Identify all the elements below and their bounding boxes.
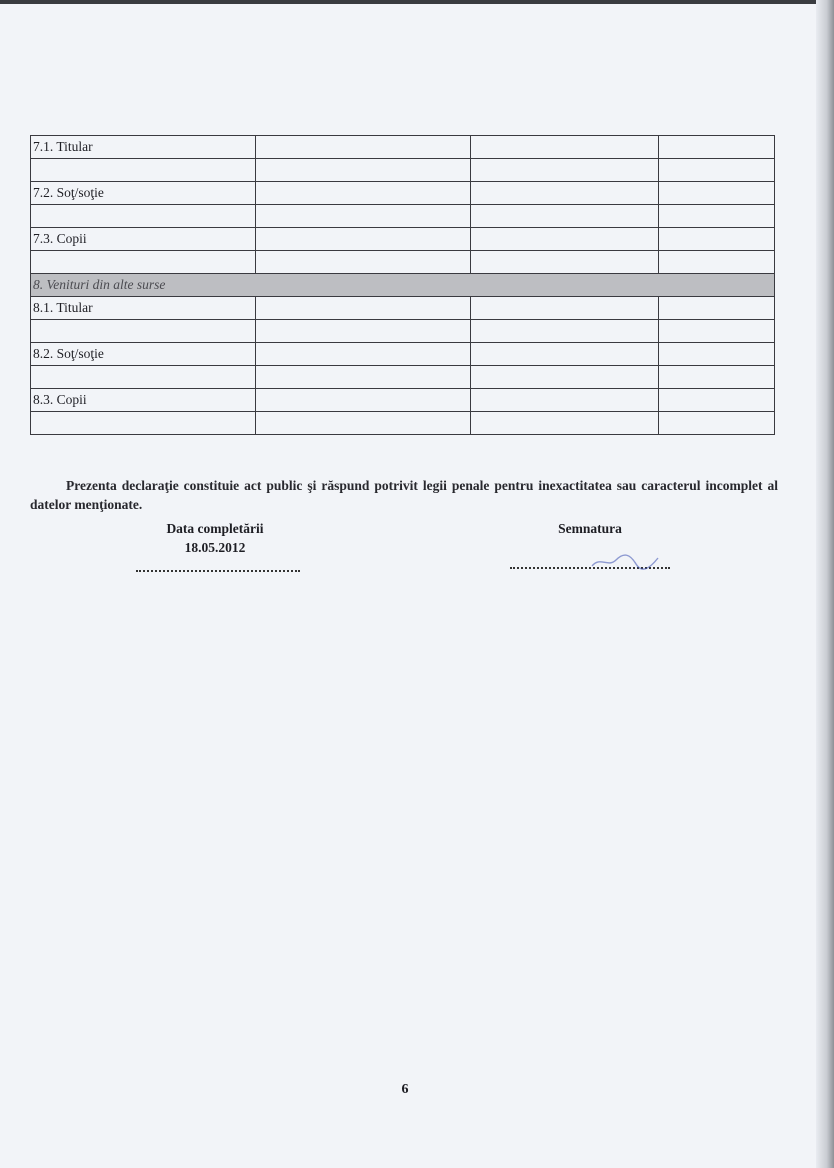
row-label-cell: 7.3. Copii bbox=[31, 228, 256, 251]
row-label-cell bbox=[31, 251, 256, 274]
table-cell bbox=[659, 320, 775, 343]
table-cell bbox=[256, 182, 471, 205]
table-cell bbox=[256, 159, 471, 182]
table-cell bbox=[256, 366, 471, 389]
table-cell bbox=[471, 412, 659, 435]
table-cell bbox=[659, 159, 775, 182]
table-cell bbox=[659, 136, 775, 159]
table-cell bbox=[659, 389, 775, 412]
table-cell bbox=[256, 297, 471, 320]
table-cell bbox=[471, 136, 659, 159]
table-cell bbox=[659, 366, 775, 389]
table-cell bbox=[659, 182, 775, 205]
table-cell bbox=[256, 320, 471, 343]
table-row bbox=[31, 297, 775, 320]
table-cell bbox=[256, 412, 471, 435]
row-label-cell: 7.1. Titular bbox=[31, 136, 256, 159]
table-row bbox=[31, 205, 775, 228]
table-cell bbox=[471, 366, 659, 389]
signature-block bbox=[505, 519, 675, 538]
declaration-text: Prezenta declaraţie constituie act public şi răspund potrivit legii penale pentru inexactitatea sau caracterul incomplet al datelor menţionate. bbox=[30, 477, 778, 512]
table-cell bbox=[659, 251, 775, 274]
table-cell bbox=[471, 159, 659, 182]
income-table bbox=[30, 135, 775, 435]
table-row bbox=[31, 320, 775, 343]
table-cell bbox=[256, 251, 471, 274]
scan-edge-top bbox=[0, 0, 834, 4]
table-cell bbox=[256, 389, 471, 412]
signature-label: Semnatura bbox=[558, 521, 622, 536]
table-row bbox=[31, 159, 775, 182]
table-cell bbox=[471, 320, 659, 343]
date-block bbox=[130, 519, 300, 557]
income-table-body bbox=[31, 136, 775, 435]
table-cell bbox=[659, 228, 775, 251]
table-cell bbox=[471, 182, 659, 205]
row-label-cell: 8.3. Copii bbox=[31, 389, 256, 412]
table-cell bbox=[256, 228, 471, 251]
row-label-cell bbox=[31, 412, 256, 435]
date-label: Data completării bbox=[166, 521, 264, 536]
table-cell bbox=[659, 412, 775, 435]
table-cell bbox=[256, 343, 471, 366]
table-cell bbox=[471, 251, 659, 274]
table-row bbox=[31, 389, 775, 412]
table-row bbox=[31, 228, 775, 251]
row-label-cell: 8.1. Titular bbox=[31, 297, 256, 320]
table-cell bbox=[256, 136, 471, 159]
table-cell bbox=[659, 297, 775, 320]
scan-edge-right bbox=[816, 0, 834, 1168]
section-header-row bbox=[31, 274, 775, 297]
handwritten-signature bbox=[590, 550, 660, 572]
date-dotted-line bbox=[136, 570, 300, 572]
table-cell bbox=[659, 343, 775, 366]
table-cell bbox=[471, 343, 659, 366]
section-header-cell: 8. Venituri din alte surse bbox=[31, 274, 775, 297]
table-cell bbox=[471, 389, 659, 412]
row-label-cell: 8.2. Soţ/soţie bbox=[31, 343, 256, 366]
table-cell bbox=[471, 228, 659, 251]
table-cell bbox=[471, 205, 659, 228]
table-row bbox=[31, 343, 775, 366]
row-label-cell bbox=[31, 205, 256, 228]
row-label-cell bbox=[31, 366, 256, 389]
table-cell bbox=[256, 205, 471, 228]
row-label-cell bbox=[31, 159, 256, 182]
table-row bbox=[31, 182, 775, 205]
row-label-cell bbox=[31, 320, 256, 343]
row-label-cell: 7.2. Soţ/soţie bbox=[31, 182, 256, 205]
table-row bbox=[31, 251, 775, 274]
table-cell bbox=[659, 205, 775, 228]
table-cell bbox=[471, 297, 659, 320]
table-row bbox=[31, 366, 775, 389]
table-row bbox=[31, 412, 775, 435]
page-number: 6 bbox=[401, 1082, 409, 1097]
table-row bbox=[31, 136, 775, 159]
date-value: 18.05.2012 bbox=[184, 540, 246, 555]
